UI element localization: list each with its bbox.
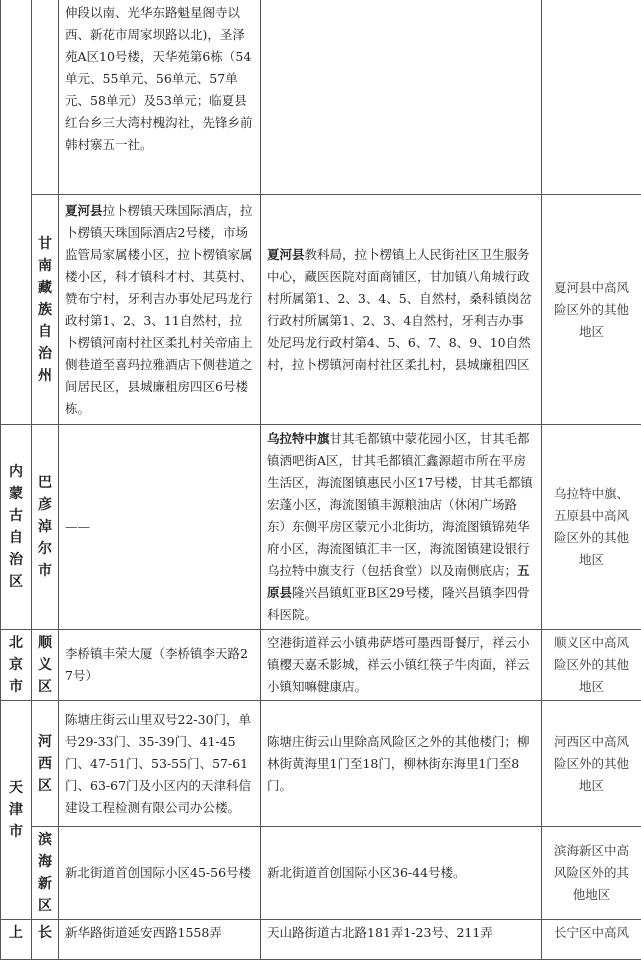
mid-risk-text: 甘其毛都镇中蒙花园小区，甘其毛都镇洒吧街A区，甘其毛都镇汇鑫源超市所在平房生活区，海流图镇惠民小区17号楼，甘其毛都镇宏蓬小区，海流图镇丰源粮油店（休闲广场路东）东侧平房区蒙元小北街坊，海流图镇锦苑华府小区，海流图镇汇丰一区，海流图镇建设银行乌拉特中旗支行（包括食堂）以及南侧底店； (267, 431, 533, 578)
high-risk-text: 拉卜楞镇天珠国际酒店，拉卜楞镇天珠国际酒店2号楼，市场监管局家属楼小区，拉卜楞镇家属楼小区，科才镇科才村、其莫村、赞布宁村，牙利吉办事处尼玛龙行政村第1、2、3、11自然村，拉卜楞镇河南村社区柔扎村关帝庙上侧巷道至喜玛拉雅酒店下侧巷道之间居民区，县城廉租房四区6号楼栋。 (65, 203, 253, 416)
province-cell: 北京市 (1, 630, 32, 701)
table-row (1, 630, 641, 701)
low-risk-cell: 乌拉特中旗、五原县中高风险区外的其他地区 (542, 425, 641, 630)
city-cell: 长 (32, 920, 59, 960)
mid-risk-cell: 天山路街道古北路181弄1-23号、211弄 (261, 920, 542, 960)
province-cell: 内蒙古自治区 (1, 425, 32, 630)
county-name: 乌拉特中旗 (267, 431, 330, 446)
mid-risk-cell (261, 425, 542, 630)
low-risk-cell: 夏河县中高风险区外的其他地区 (542, 195, 641, 425)
high-risk-cell: 李桥镇丰荣大厦（李桥镇李天路27号） (59, 630, 261, 701)
mid-risk-text: 隆兴昌镇虹亚B区29号楼，隆兴昌镇李四骨科医院。 (267, 585, 530, 622)
city-cell: 顺义区 (32, 630, 59, 701)
county-name: 五原县 (267, 563, 530, 600)
low-risk-cell: 顺义区中高风险区外的其他地区 (542, 630, 641, 701)
city-cell: 滨海新区 (32, 827, 59, 920)
province-cell: 天津市 (1, 701, 32, 920)
table-row (1, 425, 641, 630)
city-cell: 河西区 (32, 701, 59, 827)
high-risk-cell (59, 195, 261, 425)
mid-risk-cell: 陈塘庄街云山里除高风险区之外的其他楼门；柳林街黄海里1门至18门，柳林街东海里1门至8门。 (261, 701, 542, 827)
table-row (1, 195, 641, 425)
high-risk-cell: —— (59, 425, 261, 630)
province-cell: 上 (1, 920, 32, 960)
city-cell: 巴彦淖尔市 (32, 425, 59, 630)
low-risk-cell: 河西区中高风险区外的其他地区 (542, 701, 641, 827)
province-cell (1, 0, 32, 425)
high-risk-cell: 伸段以南、光华东路魁星阁寺以西、新花市周家坝路以北)，圣泽苑A区10号楼，天华苑第6栋（54单元、55单元、56单元、57单元、58单元）及53单元；临夏县红台乡三大湾村槐沟社，先锋乡前韩村寨五一社。 (59, 0, 261, 195)
table-row (1, 701, 641, 827)
city-cell: 甘南藏族自治州 (32, 195, 59, 425)
high-risk-cell: 新华路街道延安西路1558弄 (59, 920, 261, 960)
county-name: 夏河县 (267, 247, 305, 262)
high-risk-cell: 新北街道首创国际小区45-56号楼 (59, 827, 261, 920)
table-row (1, 0, 641, 195)
low-risk-cell: 滨海新区中高风险区外的其他地区 (542, 827, 641, 920)
city-cell (32, 0, 59, 195)
low-risk-cell: 长宁区中高风 (542, 920, 641, 960)
low-risk-cell (542, 0, 641, 195)
high-risk-cell: 陈塘庄街云山里双号22-30门，单号29-33门、35-39门、41-45门、47-51门、53-55门、57-61门、63-67门及小区内的天津科信建设工程检测有限公司办公楼。 (59, 701, 261, 827)
mid-risk-cell (261, 0, 542, 195)
mid-risk-cell: 新北街道首创国际小区36-44号楼。 (261, 827, 542, 920)
mid-risk-text: 教科局，拉卜楞镇上人民街社区卫生服务中心，藏医医院对面商铺区，甘加镇八角城行政村所属第1、2、3、4、5、自然村，桑科镇岗岔行政村所属第1、2、3、4自然村，牙利吉办事处尼玛龙行政村第4、5、6、7、8、9、10自然村，拉卜楞镇河南村社区柔扎村，县城廉租四区 (267, 247, 532, 372)
mid-risk-cell (261, 195, 542, 425)
table-row (1, 920, 641, 960)
table-row (1, 827, 641, 920)
mid-risk-cell: 空港街道祥云小镇弗萨塔可墨西哥餐厅，祥云小镇樱天嘉禾影城，祥云小镇红筷子牛肉面，祥云小镇知嘛健康店。 (261, 630, 542, 701)
county-name: 夏河县 (65, 203, 103, 218)
